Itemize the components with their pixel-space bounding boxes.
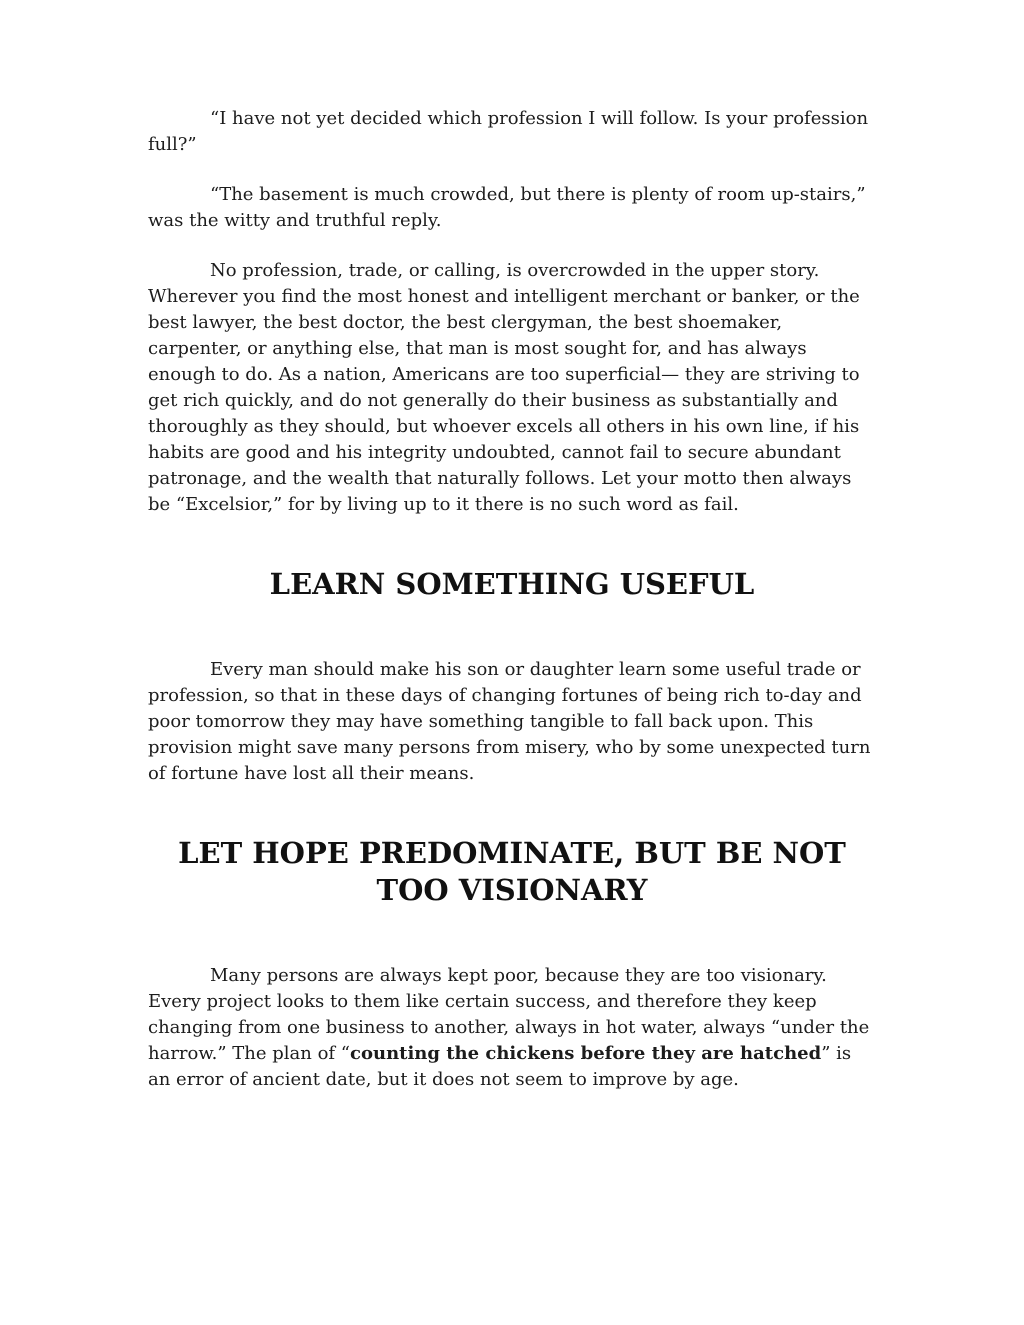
paragraph-profession-question: “I have not yet decided which profession I will follow. Is your profession full?”	[148, 108, 869, 155]
heading-learn-something-useful: LEARN SOMETHING USEFUL	[269, 567, 755, 601]
heading-let-hope-predominate: LET HOPE PREDOMINATE, BUT BE NOT TOO VISIONARY	[178, 836, 846, 907]
paragraph-text-after-bold: ” is an error of ancient date, but it does not seem to improve by age.	[148, 1043, 852, 1090]
paragraph-upper-story: No profession, trade, or calling, is overcrowded in the upper story. Wherever you find the most honest and intelligent merchant or banker, or the best lawyer, the best doctor, the best clergyman, the best shoemaker, carpenter, or anything else, that man is most sought for, and has always enough to do. As a nation, Americans are too superficial— they are striving to get rich quickly, and do not generally do their business as substantially and thoroughly as they should, but whoever excels all others in his own line, if his habits are good and his integrity undoubted, cannot fail to secure abundant patronage, and the wealth that naturally follows. Let your motto then always be “Excelsior,” for by living up to it there is no such word as fail.	[148, 260, 860, 515]
paragraph-text-before-bold: Many persons are always kept poor, because they are too visionary. Every project looks to them like certain success, and therefore they keep changing from one business to another, always in hot water, always “under the harrow.” The plan of “	[148, 965, 870, 1064]
bold-phrase-counting-chickens: counting the chickens before they are hatched	[350, 1043, 822, 1064]
paragraph-useful-trade: Every man should make his son or daughter learn some useful trade or profession, so that in these days of changing fortunes of being rich to-day and poor tomorrow they may have something tangible to fall back upon. This provision might save many persons from misery, who by some unexpected turn of fortune have lost all their means.	[148, 659, 871, 784]
paragraph-basement-reply: “The basement is much crowded, but there is plenty of room up-stairs,” was the witty and truthful reply.	[148, 184, 866, 231]
paragraph-too-visionary	[148, 963, 876, 1093]
